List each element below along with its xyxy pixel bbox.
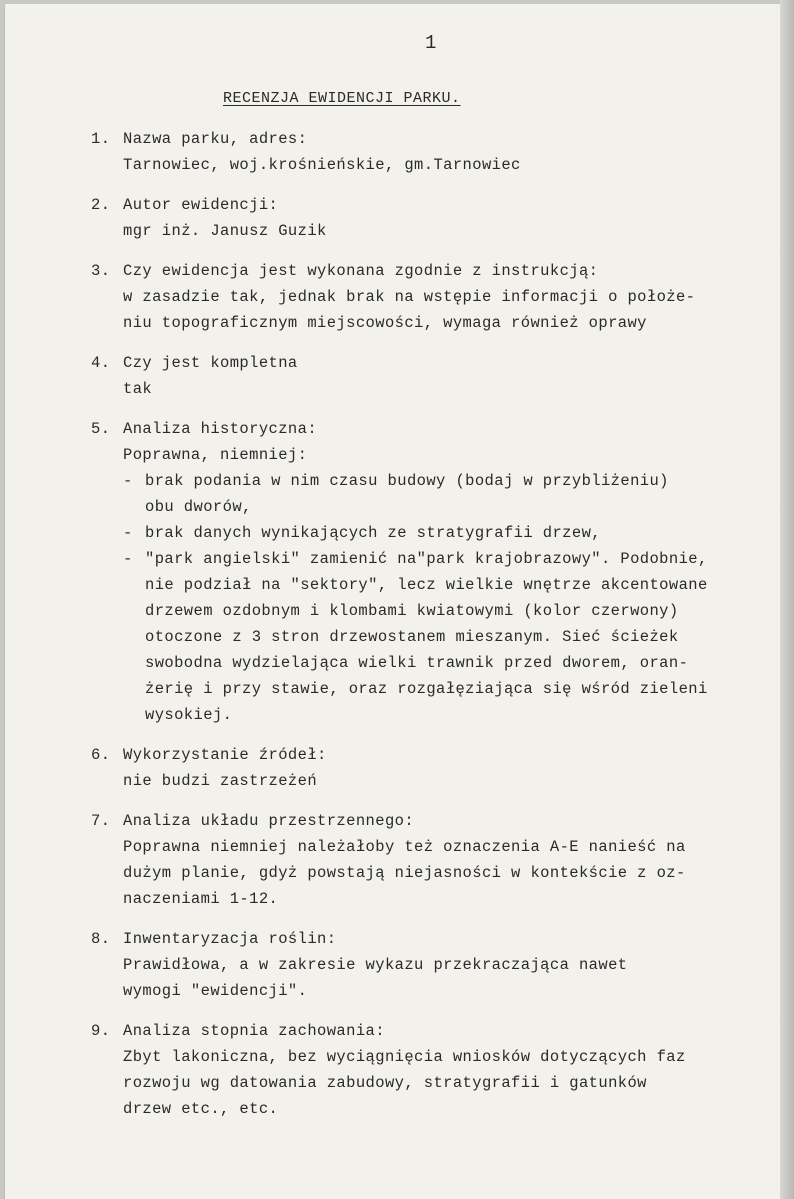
bullet-text: swobodna wydzielająca wielki trawnik przed dworem, oran- xyxy=(145,654,689,672)
list-item xyxy=(91,742,751,794)
list-item xyxy=(91,1018,751,1122)
item-text: Poprawna niemniej należałoby też oznaczenia A-E nanieść na xyxy=(123,838,686,856)
item-text: nie budzi zastrzeżeń xyxy=(123,772,318,790)
list-item xyxy=(91,808,751,912)
item-text: wymogi "ewidencji". xyxy=(123,982,308,1000)
page-number: 1 xyxy=(425,32,437,54)
list-item xyxy=(91,192,751,244)
bullet-text: "park angielski" zamienić na"park krajobrazowy". Podobnie, xyxy=(145,550,708,568)
page-edge xyxy=(780,0,794,1199)
item-number: 5. xyxy=(91,420,111,438)
list-item xyxy=(91,258,751,336)
item-text: naczeniami 1-12. xyxy=(123,890,279,908)
item-number: 8. xyxy=(91,930,111,948)
bullet-item: - "park angielski" zamienić na"park krajobrazowy". Podobnie, nie podział na "sektory", lecz wielkie wnętrze akcentowane drzewem ozdobnym i klombami kwiatowymi (kolor czerwony) otoczone z 3 stron drzewostanem mieszanym. Sieć ścieżek swobodna wydzielająca wielki trawnik przed dworem, oran- żerię i przy stawie, oraz rozgałęziająca się wśród zieleni wysokiej. xyxy=(91,546,751,728)
list-item xyxy=(91,126,751,178)
item-heading: Wykorzystanie źródeł: xyxy=(123,746,327,764)
item-heading: Czy ewidencja jest wykonana zgodnie z instrukcją: xyxy=(123,262,599,280)
item-heading: Analiza historyczna: xyxy=(123,420,318,438)
item-text: Zbyt lakoniczna, bez wyciągnięcia wniosków dotyczących faz xyxy=(123,1048,686,1066)
item-text: tak xyxy=(123,380,153,398)
item-heading: Analiza układu przestrzennego: xyxy=(123,812,415,830)
item-heading: Czy jest kompletna xyxy=(123,354,298,372)
bullet-text: wysokiej. xyxy=(145,706,233,724)
item-heading: Nazwa parku, adres: xyxy=(123,130,308,148)
item-text: Tarnowiec, woj.krośnieńskie, gm.Tarnowiec xyxy=(123,156,521,174)
bullet-text: drzewem ozdobnym i klombami kwiatowymi (kolor czerwony) xyxy=(145,602,679,620)
bullet-text: otoczone z 3 stron drzewostanem mieszanym. Sieć ścieżek xyxy=(145,628,679,646)
item-text: dużym planie, gdyż powstają niejasności w kontekście z oz- xyxy=(123,864,686,882)
item-heading: Autor ewidencji: xyxy=(123,196,279,214)
list-item xyxy=(91,926,751,1004)
item-text: mgr inż. Janusz Guzik xyxy=(123,222,327,240)
item-number: 1. xyxy=(91,130,111,148)
bullet-text: brak danych wynikających ze stratygrafii drzew, xyxy=(145,524,601,542)
list-item xyxy=(91,350,751,402)
item-number: 9. xyxy=(91,1022,111,1040)
item-heading: Inwentaryzacja roślin: xyxy=(123,930,337,948)
item-text: Poprawna, niemniej: xyxy=(123,446,308,464)
item-text: drzew etc., etc. xyxy=(123,1100,279,1118)
item-number: 3. xyxy=(91,262,111,280)
item-text: niu topograficznym miejscowości, wymaga również oprawy xyxy=(123,314,647,332)
document-title: RECENZJA EWIDENCJI PARKU. xyxy=(223,90,461,107)
bullet-text: brak podania w nim czasu budowy (bodaj w przybliżeniu) xyxy=(145,472,669,490)
item-number: 7. xyxy=(91,812,111,830)
item-heading: Analiza stopnia zachowania: xyxy=(123,1022,385,1040)
bullet-item: - brak danych wynikających ze stratygrafii drzew, xyxy=(91,520,751,546)
bullet-text: żerię i przy stawie, oraz rozgałęziająca się wśród zieleni xyxy=(145,680,708,698)
bullet-text: obu dworów, xyxy=(145,498,252,516)
bullet-item: - brak podania w nim czasu budowy (bodaj w przybliżeniu) obu dworów, xyxy=(91,468,751,520)
item-number: 4. xyxy=(91,354,111,372)
item-text: Prawidłowa, a w zakresie wykazu przekraczająca nawet xyxy=(123,956,628,974)
item-text: rozwoju wg datowania zabudowy, stratygrafii i gatunków xyxy=(123,1074,647,1092)
document-page xyxy=(4,4,781,1199)
item-number: 6. xyxy=(91,746,111,764)
list-item xyxy=(91,416,751,728)
item-number: 2. xyxy=(91,196,111,214)
review-list xyxy=(91,126,751,1136)
bullet-text: nie podział na "sektory", lecz wielkie wnętrze akcentowane xyxy=(145,576,708,594)
item-text: w zasadzie tak, jednak brak na wstępie informacji o położe- xyxy=(123,288,696,306)
